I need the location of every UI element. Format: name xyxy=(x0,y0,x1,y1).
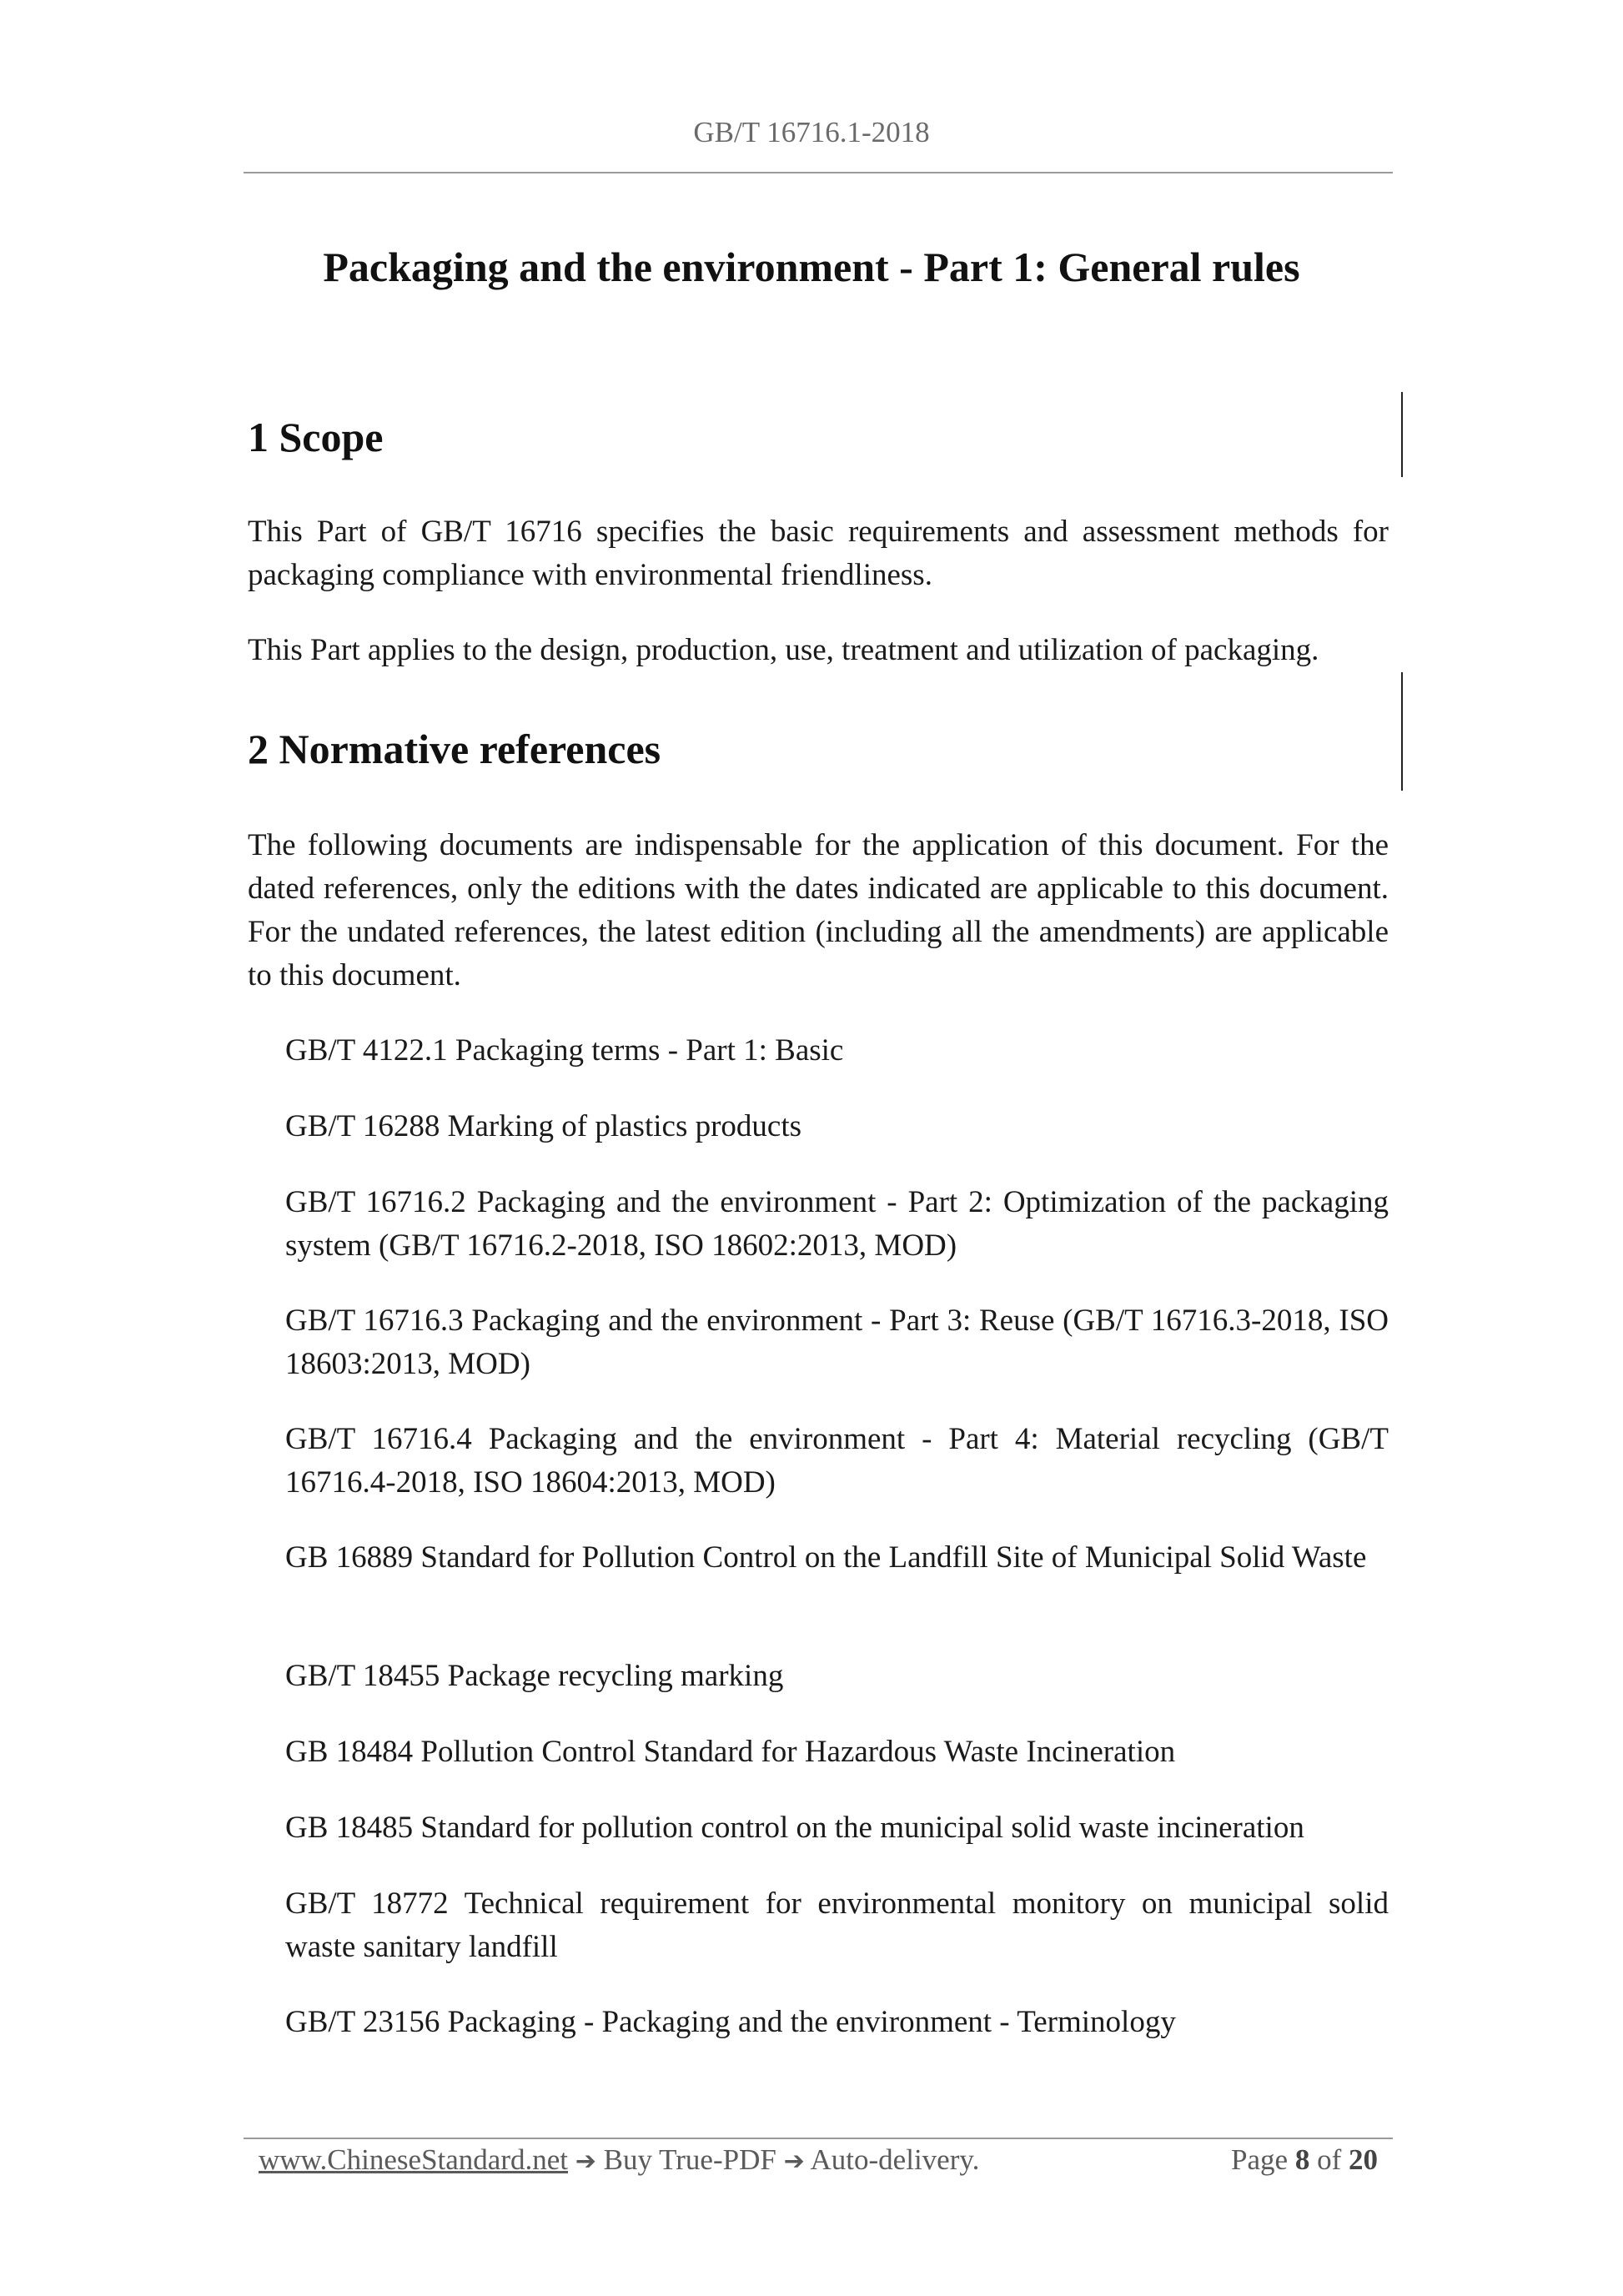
page-of-label: of xyxy=(1317,2143,1342,2176)
reference-item: GB/T 18772 Technical requirement for environmental monitory on municipal solid waste sanitary landfill xyxy=(285,1887,1389,1964)
footer-divider xyxy=(244,2138,1393,2139)
reference-item: GB/T 23156 Packaging - Packaging and the environment - Terminology xyxy=(285,2005,1176,2039)
chinese-standard-link[interactable]: www.ChineseStandard.net xyxy=(259,2143,568,2176)
page-current: 8 xyxy=(1294,2143,1310,2176)
reference-item: GB/T 16716.2 Packaging and the environment - Part 2: Optimization of the packaging system (GB/T 16716.2-2018, ISO 18602:2013, MOD) xyxy=(285,1185,1389,1263)
footer-promo xyxy=(259,2140,979,2182)
scope-paragraph: This Part of GB/T 16716 specifies the basic requirements and assessment methods for packaging compliance with environmental friendliness. xyxy=(248,515,1389,592)
right-arrow-icon: ➔ xyxy=(783,2147,805,2176)
page-total: 20 xyxy=(1349,2143,1378,2176)
reference-item: GB/T 16716.3 Packaging and the environment - Part 3: Reuse (GB/T 16716.3-2018, ISO 18603:2013, MOD) xyxy=(285,1304,1389,1381)
page-label: Page xyxy=(1231,2143,1289,2176)
revision-bar-references xyxy=(1401,672,1403,791)
auto-delivery-text: Auto-delivery. xyxy=(810,2143,980,2176)
page-number xyxy=(1231,2140,1378,2180)
document-title: Packaging and the environment - Part 1: General rules xyxy=(323,244,1300,290)
scope-paragraph: This Part applies to the design, production, use, treatment and utilization of packaging. xyxy=(248,633,1319,667)
buy-true-pdf-text: Buy True-PDF xyxy=(603,2143,776,2176)
right-arrow-icon: ➔ xyxy=(575,2147,596,2176)
header-divider xyxy=(244,172,1393,173)
standard-code-header: GB/T 16716.1-2018 xyxy=(693,116,930,148)
section-heading-normative-references: 2 Normative references xyxy=(248,726,661,772)
revision-bar-scope xyxy=(1401,392,1403,477)
reference-item: GB 16889 Standard for Pollution Control on the Landfill Site of Municipal Solid Waste xyxy=(285,1540,1367,1575)
reference-item: GB 18485 Standard for pollution control on the municipal solid waste incineration xyxy=(285,1811,1304,1845)
reference-item: GB/T 4122.1 Packaging terms - Part 1: Basic xyxy=(285,1033,844,1068)
reference-item: GB/T 16288 Marking of plastics products xyxy=(285,1109,802,1143)
normative-references-intro: The following documents are indispensable for the application of this document. For the dated references, only the editions with the dates indicated are applicable to this document. For the undated references, the latest edition (including all the amendments) are applicable to this document. xyxy=(248,828,1389,992)
reference-item: GB 18484 Pollution Control Standard for Hazardous Waste Incineration xyxy=(285,1735,1176,1769)
section-heading-scope: 1 Scope xyxy=(248,414,384,460)
reference-item: GB/T 16716.4 Packaging and the environment - Part 4: Material recycling (GB/T 16716.4-2018, ISO 18604:2013, MOD) xyxy=(285,1422,1389,1500)
reference-item: GB/T 18455 Package recycling marking xyxy=(285,1659,784,1693)
